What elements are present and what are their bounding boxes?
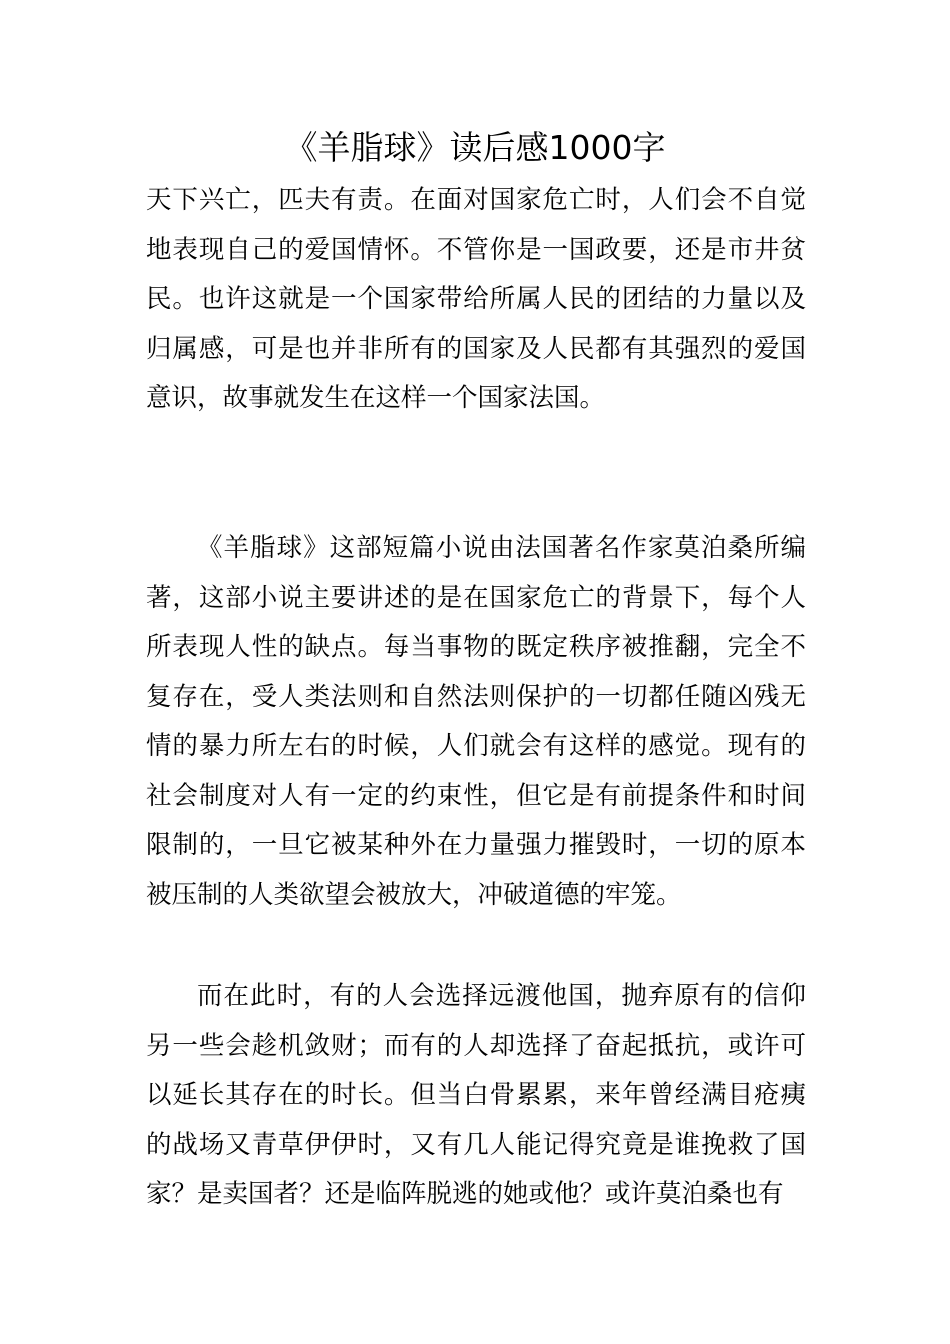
document-title: 《羊脂球》读后感1000字 [284, 128, 666, 167]
paragraph-2: 《羊脂球》这部短篇小说由法国著名作家莫泊桑所编著，这部小说主要讲述的是在国家危亡的背景下，每个人所表现人性的缺点。每当事物的既定秩序被推翻，完全不复存在，受人类法则和自然法则保护的一切都任随凶残无情的暴力所左右的时候，人们就会有这样的感觉。现有的社会制度对人有一定的约束性，但它是有前提条件和时间限制的，一旦它被某种外在力量强力摧毁时，一切的原本被压制的人类欲望会被放大，冲破道德的牢笼。 [146, 533, 806, 910]
paragraph-1: 天下兴亡，匹夫有责。在面对国家危亡时，人们会不自觉地表现自己的爱国情怀。不管你是一国政要，还是市井贫民。也许这就是一个国家带给所属人民的团结的力量以及归属感，可是也并非所有的国家及人民都有其强烈的爱国意识，故事就发生在这样一个国家法国。 [146, 185, 806, 413]
paragraph-3: 而在此时，有的人会选择远渡他国，抛弃原有的信仰另一些会趁机敛财；而有的人却选择了奋起抵抗，或许可以延长其存在的时长。但当白骨累累，来年曾经满目疮痍的战场又青草伊伊时，又有几人能记得究竟是谁挽救了国家？是卖国者？还是临阵脱逃的她或他？或许莫泊桑也有 [146, 981, 806, 1209]
